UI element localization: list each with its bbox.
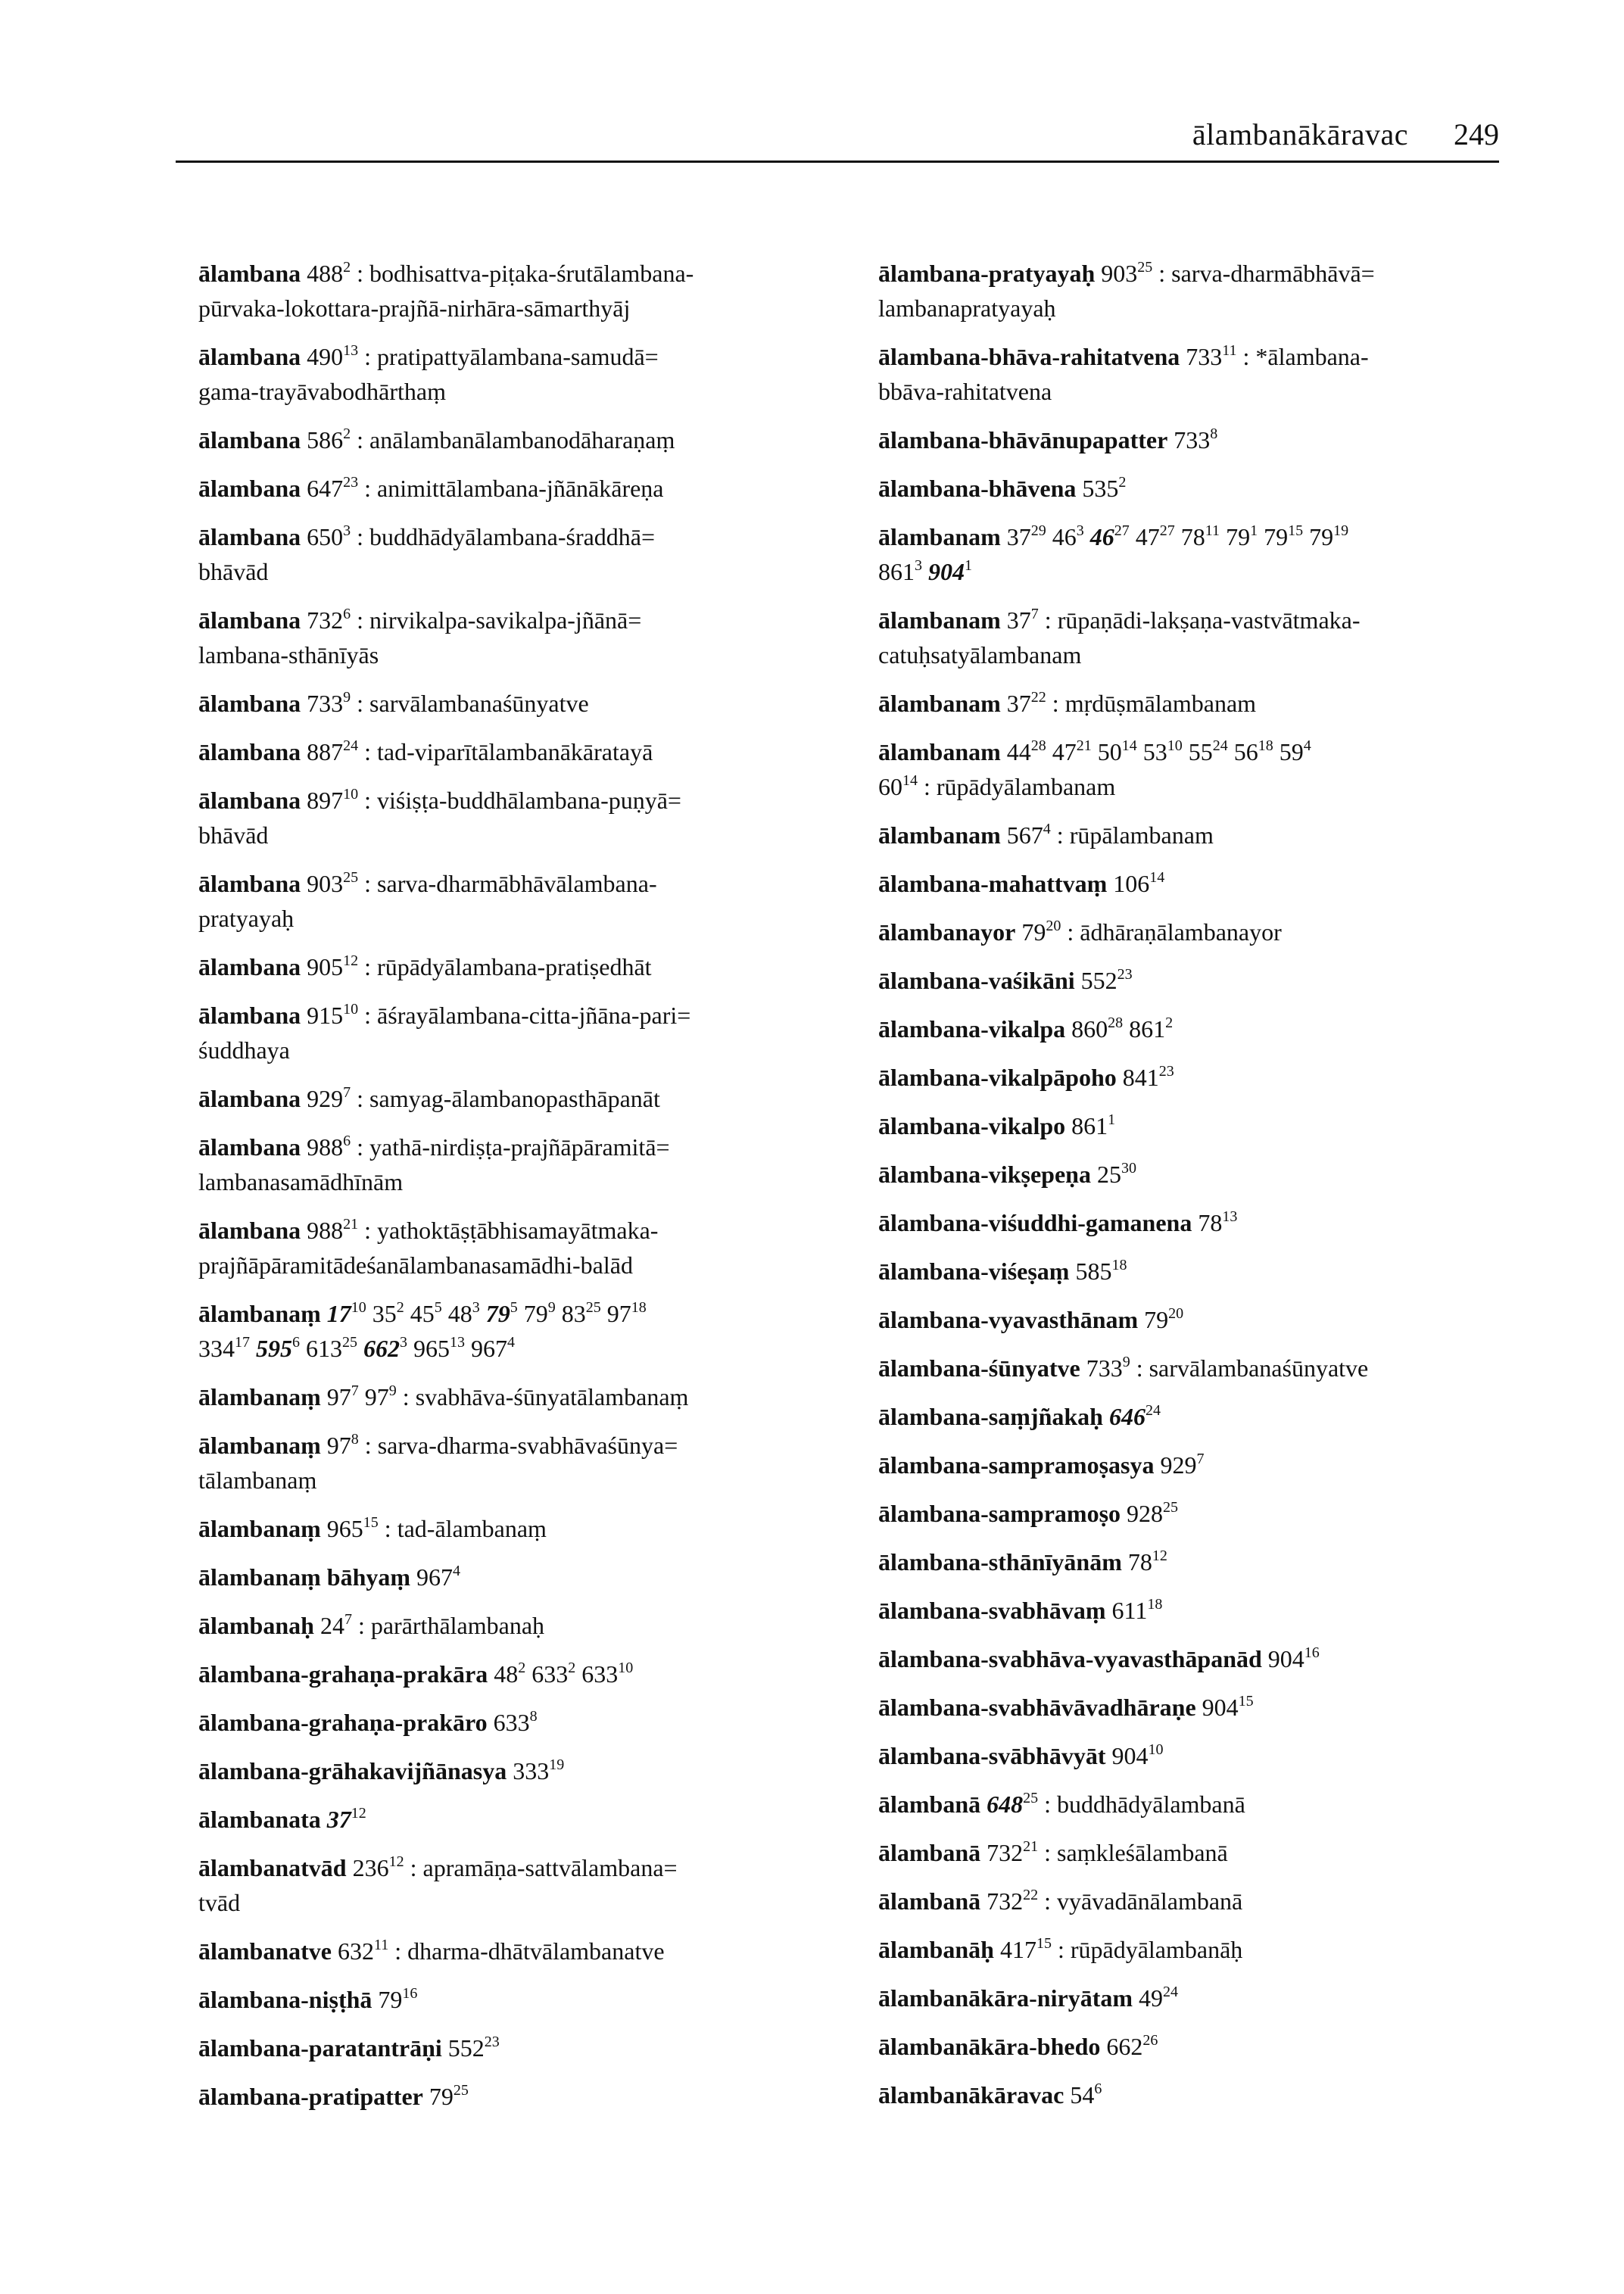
- index-entry: ālambana $905^{12}$ : rūpādyālambana-pratiṣedhāt: [198, 952, 652, 980]
- running-header: [176, 114, 1499, 163]
- index-entry: ālambana-pratipatter $79^{25}$: [198, 2082, 469, 2110]
- index-entry: ālambana $586^2$ : anālambanālambanodāharaṇaṃ: [198, 425, 675, 454]
- index-entry: ālambanam $37^7$ : rūpaṇādi-lakṣaṇa-vastvātmaka- catuḥsatyālambanam: [878, 606, 1361, 669]
- index-entry: ālambanā $648^{25}$ : buddhādyālambanā: [878, 1790, 1245, 1818]
- index-entry: ālambana $915^{10}$ : āśrayālambana-citta-jñāna-pari= śuddhaya: [198, 1001, 691, 1064]
- index-entry: ālambana-vikalpa $860^{28}$ $861^2$: [878, 1015, 1174, 1043]
- index-entry: ālambana-svabhāvāvadhāraṇe $904^{15}$: [878, 1693, 1254, 1721]
- index-entry: ālambanayor $79^{20}$ : ādhāraṇālambanayor: [878, 918, 1282, 946]
- right-column: [878, 256, 1507, 2126]
- index-entry: ālambana-grahaṇa-prakāra $48^2$ $633^2$ $633^{10}$: [198, 1660, 634, 1688]
- index-entry: ālambana $929^7$ : samyag-ālambanopasthāpanāt: [198, 1084, 660, 1112]
- index-entry: ālambana $488^2$ : bodhisattva-piṭaka-śrutālambana- pūrvaka-lokottara-prajñā-nirhāra-sāmarthyāj: [198, 259, 694, 322]
- index-entry: ālambana-viśeṣaṃ $585^{18}$: [878, 1257, 1127, 1285]
- index-entry: ālambanākāra-niryātam $49^{24}$: [878, 1984, 1178, 2012]
- index-entry: ālambana-grāhakavijñānasya $333^{19}$: [198, 1756, 565, 1784]
- index-entry: ālambana $887^{24}$ : tad-viparītālambanākāratayā: [198, 737, 653, 765]
- index-entry: ālambana-bhāvānupapatter $733^8$: [878, 425, 1218, 454]
- index-entry: ālambana $733^9$ : sarvālambanaśūnyatve: [198, 689, 589, 717]
- index-entry: ālambanākāra-bhedo $662^{26}$: [878, 2032, 1158, 2060]
- index-entry: ālambana-viśuddhi-gamanena $78^{13}$: [878, 1208, 1238, 1236]
- index-entry: ālambanam $37^{29}$ $46^3$ $46^{27}$ $47^{27}$ $78^{11}$ $79^1$ $79^{15}$ $79^{19}$ $861^3$ $904^1$: [878, 522, 1349, 585]
- index-entry: ālambanā $732^{21}$ : saṃkleśālambanā: [878, 1838, 1228, 1866]
- index-entry: ālambanaṃ $97^7$ $97^9$ : svabhāva-śūnyatālambanaṃ: [198, 1382, 689, 1410]
- index-entry: ālambanāḥ $417^{15}$ : rūpādyālambanāḥ: [878, 1935, 1243, 1963]
- index-entry: ālambanaḥ $24^7$ : parārthālambanaḥ: [198, 1611, 545, 1639]
- index-entry: ālambana-bhāvena $535^2$: [878, 474, 1127, 502]
- index-entry: ālambana-pratyayaḥ $903^{25}$ : sarva-dharmābhāvā= lambanapratyayaḥ: [878, 259, 1375, 322]
- index-entry: ālambana-svabhāvaṃ $611^{18}$: [878, 1596, 1163, 1624]
- index-entry: ālambana-sampramoṣasya $929^7$: [878, 1451, 1205, 1479]
- index-entry: ālambanaṃ $97^8$ : sarva-dharma-svabhāvaśūnya= tālambanaṃ: [198, 1431, 678, 1494]
- index-entry: ālambanatve $632^{11}$ : dharma-dhātvālambanatve: [198, 1937, 665, 1965]
- left-column: [198, 256, 849, 2127]
- index-entry: ālambana-grahaṇa-prakāro $633^8$: [198, 1708, 538, 1736]
- index-entry: ālambanaṃ $17^{10}$ $35^2$ $45^5$ $48^3$ $79^5$ $79^9$ $83^{25}$ $97^{18}$ $334^{17}$ $595^6$ $613^{25}$ $662^3$ $965^{13}$ $967^4$: [198, 1299, 647, 1362]
- index-entry: ālambana $988^{21}$ : yathoktāṣṭābhisamayātmaka- prajñāpāramitādeśanālambanasamādhi-balād: [198, 1216, 659, 1279]
- index-entry: ālambanata $37^{12}$: [198, 1805, 366, 1833]
- index-entry: ālambanaṃ $965^{15}$ : tad-ālambanaṃ: [198, 1514, 547, 1542]
- index-entry: ālambanatvād $236^{12}$ : apramāṇa-sattvālambana= tvād: [198, 1853, 678, 1916]
- index-entry: ālambana-svabhāva-vyavasthāpanād $904^{16}$: [878, 1644, 1320, 1672]
- index-entry: ālambana-vyavasthānam $79^{20}$: [878, 1305, 1184, 1333]
- index-entry: ālambana-vikalpo $861^1$: [878, 1111, 1116, 1139]
- running-title: ālambanākāravac: [1192, 117, 1408, 151]
- index-entry: ālambana-paratantrāṇi $552^{23}$: [198, 2034, 500, 2062]
- index-entry: ālambana $490^{13}$ : pratipattyālambana-samudā= gama-trayāvabodhārthaṃ: [198, 342, 659, 405]
- index-entry: ālambana-vikalpāpoho $841^{23}$: [878, 1063, 1174, 1091]
- index-entry: ālambana-sampramoṣo $928^{25}$: [878, 1499, 1179, 1527]
- index-entry: ālambanam $44^{28}$ $47^{21}$ $50^{14}$ $53^{10}$ $55^{24}$ $56^{18}$ $59^4$ $60^{14}$ : rūpādyālambanam: [878, 737, 1311, 800]
- index-entry: ālambana-mahattvaṃ $106^{14}$: [878, 869, 1165, 897]
- page-number: 249: [1454, 117, 1499, 151]
- index-entry: ālambana $732^6$ : nirvikalpa-savikalpa-jñānā= lambana-sthānīyās: [198, 606, 642, 669]
- index-entry: ālambana $988^6$ : yathā-nirdiṣṭa-prajñāpāramitā= lambanasamādhīnām: [198, 1133, 670, 1195]
- index-entry: ālambana $650^3$ : buddhādyālambana-śraddhā= bhāvād: [198, 522, 656, 585]
- index-entry: ālambana-sthānīyānām $78^{12}$: [878, 1548, 1167, 1576]
- index-entry: ālambana-svābhāvyāt $904^{10}$: [878, 1741, 1164, 1769]
- index-entry: ālambana-vikṣepeṇa $25^{30}$: [878, 1160, 1136, 1188]
- index-entry: ālambana-niṣṭhā $79^{16}$: [198, 1985, 418, 2013]
- index-entry: ālambana-saṃjñakaḥ $646^{24}$: [878, 1402, 1161, 1430]
- index-entry: ālambanākāravac $54^6$: [878, 2080, 1102, 2109]
- index-entry: ālambanā $732^{22}$ : vyāvadānālambanā: [878, 1887, 1243, 1915]
- index-entry: ālambana-vaśikāni $552^{23}$: [878, 966, 1133, 994]
- index-entry: ālambanaṃ bāhyaṃ $967^4$: [198, 1563, 461, 1591]
- index-entry: ālambana $897^{10}$ : viśiṣṭa-buddhālambana-puṇyā= bhāvād: [198, 786, 681, 849]
- index-entry: ālambana $903^{25}$ : sarva-dharmābhāvālambana- pratyayaḥ: [198, 869, 657, 932]
- index-entry: ālambana-śūnyatve $733^9$ : sarvālambanaśūnyatve: [878, 1354, 1369, 1382]
- index-entry: ālambanam $567^4$ : rūpālambanam: [878, 821, 1214, 849]
- index-entry: ālambanam $37^{22}$ : mṛdūṣmālambanam: [878, 689, 1257, 717]
- index-entry: ālambana-bhāva-rahitatvena $733^{11}$ : *ālambana- bbāva-rahitatvena: [878, 342, 1369, 405]
- index-entry: ālambana $647^{23}$ : animittālambana-jñānākāreṇa: [198, 474, 664, 502]
